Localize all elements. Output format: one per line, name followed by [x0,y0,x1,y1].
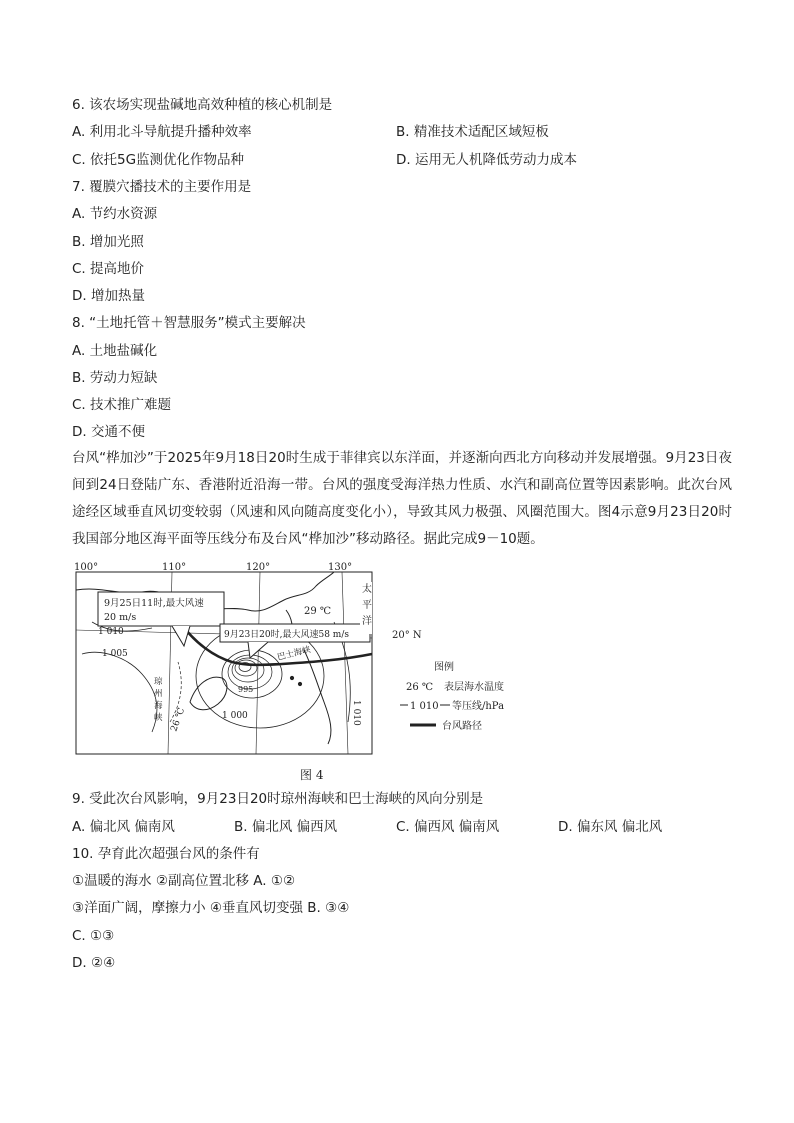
lat-label-20n: 20° N [392,630,422,641]
legend-isobar-sample: 1 010 [410,701,439,712]
legend-sst-label: 表层海水温度 [444,682,504,693]
island-dot-1 [290,676,293,679]
q6-option-a: A. 利用北斗导航提升播种效率 [72,124,252,140]
q6-option-c: C. 依托5G监测优化作物品种 [72,152,245,168]
qiongzhou-label-char-4: 峡 [154,713,163,723]
q9-option-c: C. 偏西风 偏南风 [396,819,500,835]
isobar-value-1005: 1 005 [102,649,128,659]
q8-option-c: C. 技术推广难题 [72,397,172,413]
meridian-130 [342,572,348,754]
q8-stem: 8. “土地托管＋智慧服务”模式主要解决 [72,315,306,331]
q10-option-c: C. ①③ [72,928,115,944]
isobar-ring-2 [232,658,264,682]
callout-sept25-line2: 20 m/s [104,612,137,623]
sst-label-29: 29 ℃ [304,606,332,617]
isobar-1005 [82,652,157,732]
isobar-value-1010-west: 1 010 [98,627,124,637]
ocean-label-char-2: 平 [362,600,372,611]
q10-stem: 10. 孕育此次超强台风的条件有 [72,846,260,862]
hainan-island [190,677,227,710]
legend-track-label: 台风路径 [442,721,482,732]
q7-stem: 7. 覆膜穴播技术的主要作用是 [72,179,252,195]
lon-label-120: 120° [246,562,271,573]
isobar-value-1000: 1 000 [222,711,248,721]
legend-isobar-label: 等压线/hPa [452,701,505,712]
sst-label-26: 26 ℃ [169,706,188,734]
q7-option-c: C. 提高地价 [72,261,145,277]
ocean-label-char-1: 太 [362,584,372,595]
q9-stem: 9. 受此次台风影响，9月23日20时琼州海峡和巴士海峡的风向分别是 [72,791,484,807]
q8-option-d: D. 交通不便 [72,424,145,440]
q7-option-d: D. 增加热量 [72,288,145,304]
q10-line1: ①温暖的海水 ②副高位置北移 A. ①② [72,873,296,889]
meridian-120 [256,572,260,754]
callout-pointer-sept25 [172,626,190,646]
q9-option-b: B. 偏北风 偏西风 [234,819,338,835]
lon-label-130: 130° [328,562,353,573]
figure-caption: 图 4 [300,768,324,782]
qiongzhou-label-char-1: 琼 [154,677,163,687]
callout-sept23: 9月23日20时,最大风速58 m/s [224,630,349,640]
q6-option-b: B. 精准技术适配区域短板 [396,124,549,140]
philippines-coast [304,650,331,744]
lon-label-110: 110° [162,562,187,573]
lon-label-100: 100° [74,562,99,573]
q7-option-b: B. 增加光照 [72,234,144,250]
q6-stem: 6. 该农场实现盐碱地高效种植的核心机制是 [72,97,333,113]
legend-title: 图例 [434,662,454,673]
qiongzhou-label-char-2: 州 [154,689,163,699]
isobar-ring-1 [228,655,272,689]
legend-sst-sample: 26 ℃ [406,682,434,693]
q6-option-d: D. 运用无人机降低劳动力成本 [396,152,577,168]
island-dot-2 [298,682,301,685]
q7-option-a: A. 节约水资源 [72,206,158,222]
qiongzhou-label-char-3: 海 [154,701,163,711]
q10-line2: ③洋面广阔，摩擦力小 ④垂直风切变强 B. ③④ [72,900,350,916]
q8-option-b: B. 劳动力短缺 [72,370,158,386]
isobar-value-1010-east: 1 010 [351,700,361,726]
ocean-label-char-3: 洋 [362,616,372,627]
isobar-value-995: 995 [238,685,254,694]
q8-option-a: A. 土地盐碱化 [72,343,158,359]
typhoon-map-figure [72,562,552,758]
bashi-strait-label: 巴士海峡 [276,644,312,663]
callout-sept25-line1: 9月25日11时,最大风速 [104,598,204,609]
q9-option-d: D. 偏东风 偏北风 [558,819,663,835]
typhoon-passage: 台风“桦加沙”于2025年9月18日20时生成于菲律宾以东洋面，并逐渐向西北方向移动并发展增强。9月23日夜间到24日登陆广东、香港附近沿海一带。台风的强度受海洋热力性质、水汽和副高位置等因素影响。此次台风途经区域垂直风切变较弱（风速和风向随高度变化小），导致其风力极强、风圈范围大。图4示意9月23日20时我国部分地区海平面等压线分布及台风“桦加沙”移动路径。据此完成9－10题。 [72,450,732,547]
q9-option-a: A. 偏北风 偏南风 [72,819,175,835]
q10-option-d: D. ②④ [72,955,116,971]
